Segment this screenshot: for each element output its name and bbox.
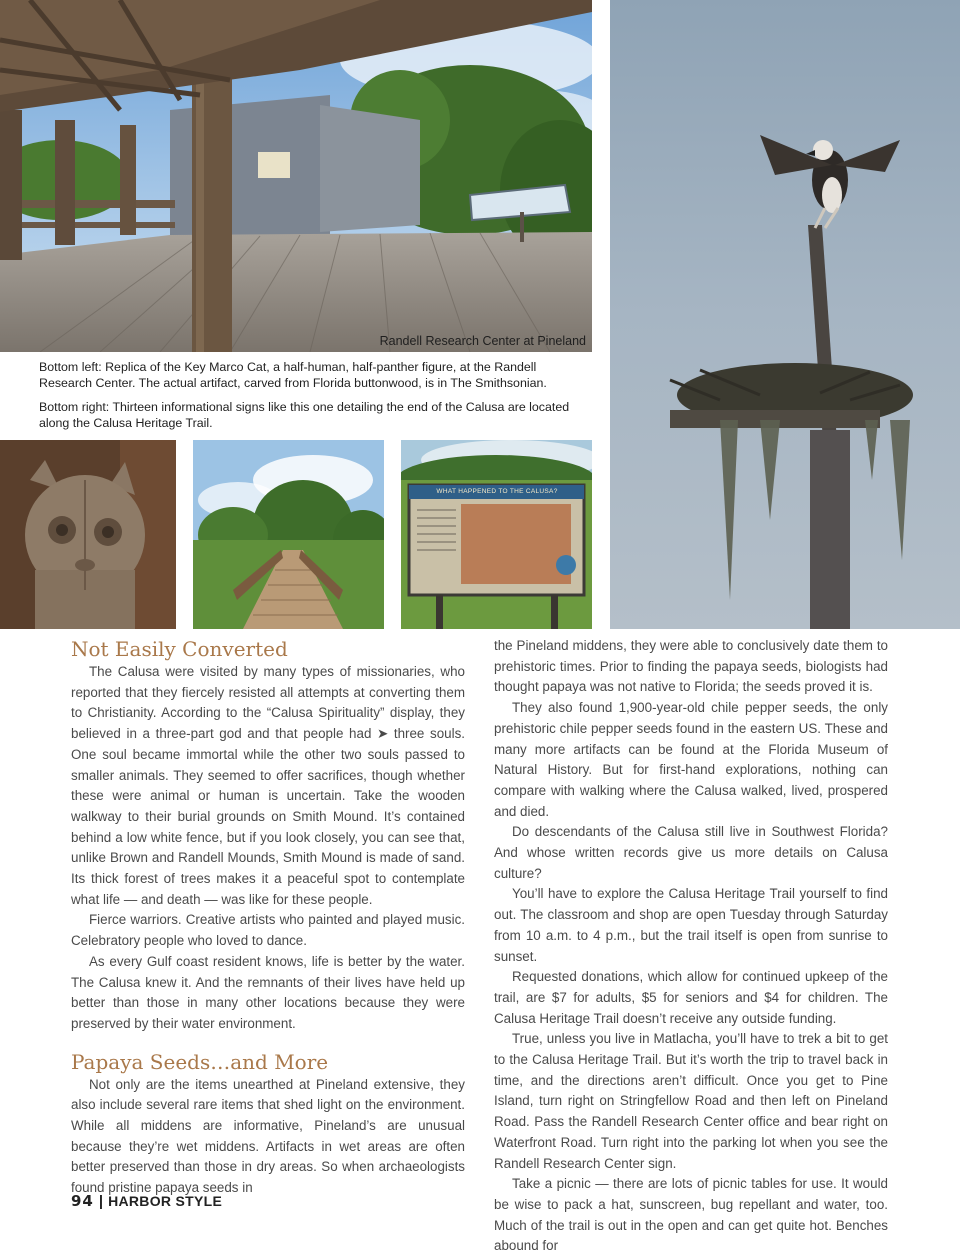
photo-osprey-nest	[610, 0, 960, 629]
heading-not-easily-converted: Not Easily Converted	[71, 637, 288, 661]
caption-bottom-left: Bottom left: Replica of the Key Marco Cat, a half-human, half-panther figure, at the Randell Research Center. The actual artifact, carved from Florida buttonwood, is in The Smithsonian.	[39, 360, 547, 390]
page-number: 94	[71, 1192, 94, 1210]
paragraph: Take a picnic — there are lots of picnic tables for use. It would be wise to pack a hat, sunscreen, bug repellant and water, too. Much of the trail is out in the open and can get quite hot. Benches abound for	[494, 1176, 888, 1254]
caption-bottom-right: Bottom right: Thirteen informational signs like this one detailing the end of the Calusa are located along the Calusa Heritage Trail.	[39, 400, 570, 430]
paragraph: They also found 1,900-year-old chile pepper seeds, the only prehistoric chile pepper seeds found in the eastern US. These and many more artifacts can be found at the Florida Museum of Natural History. But for first-hand explorations, nothing can compare with walking where the Calusa walked, lived, prospered and died.	[494, 700, 888, 819]
sign-header-text: WHAT HAPPENED TO THE CALUSA?	[436, 488, 558, 495]
page-footer	[71, 1192, 222, 1210]
photo-randell-research-center	[0, 0, 592, 352]
heading-papaya-seeds: Papaya Seeds…and More	[71, 1049, 329, 1074]
paragraph: Fierce warriors. Creative artists who painted and played music. Celebratory people who loved to dance.	[71, 912, 465, 949]
photo-wooden-walkway	[193, 440, 384, 629]
paragraph: Requested donations, which allow for continued upkeep of the trail, are $7 for adults, $5 for seniors and $4 for children. The Calusa Heritage Trail doesn’t receive any outside funding.	[494, 969, 888, 1026]
photo-key-marco-cat	[0, 440, 176, 629]
article-column-left	[71, 636, 465, 1199]
paragraph: the Pineland middens, they were able to conclusively date them to prehistoric times. Prior to finding the papaya seeds, biologists had thought papaya was not native to Florida; the seeds proved it is.	[494, 638, 888, 695]
paragraph: True, unless you live in Matlacha, you’ll have to trek a bit to get to the Calusa Heritage Trail. But it’s worth the trip to travel back in time, and the directions aren’t difficult. Once you get to Pine Island, turn right on Stringfellow Road and then left on Pineland Road. Pass the Randell Research Center office and bear right on Waterfront Road. Turn right into the parking lot when you see the Randell Research Center sign.	[494, 1031, 888, 1171]
paragraph: As every Gulf coast resident knows, life is better by the water. The Calusa knew it. And the remnants of their lives have held up better than those in many other locations because they were preserved by their water environment.	[71, 953, 465, 1031]
paragraph: Do descendants of the Calusa still live in Southwest Florida? And whose written records give us more details on Calusa culture?	[494, 824, 888, 881]
paragraph: The Calusa were visited by many types of missionaries, who reported that they fiercely resisted all attempts at converting them to Christianity. According to the “Calusa Spirituality” display, they believed in a three-part god and that people had ➤ three souls. One soul became immortal while the other two souls passed to smaller animals. They seemed to offer sacrifices, though whether these were animal or human is uncertain. Take the wooden walkway to their burial grounds on Smith Mound. It’s contained behind a low white fence, but if you look closely, you can see that, unlike Brown and Randell Mounds, Smith Mound is made of sand. Its thick forest of trees makes it a peaceful spot to contemplate what life — and death — was like for these people.	[71, 664, 465, 907]
magazine-name: HARBOR STYLE	[108, 1193, 223, 1209]
photo-credit: Randell Research Center at Pineland	[379, 334, 586, 348]
photo-informational-sign	[401, 440, 592, 629]
paragraph: Not only are the items unearthed at Pineland extensive, they also include several rare items that shed light on the environment. While all middens are informative, Pineland’s are unusual because they’re wet middens. Artifacts in wet areas are often better preserved than those in dry areas. So when archaeologists found pristine papaya seeds in	[71, 1076, 465, 1196]
article-column-right	[494, 636, 888, 1257]
paragraph: You’ll have to explore the Calusa Heritage Trail yourself to find out. The classroom and shop are open Tuesday through Saturday from 10 a.m. to 4 p.m., but the trail itself is open from sunrise to sunset.	[494, 886, 888, 964]
footer-separator: |	[98, 1193, 104, 1210]
